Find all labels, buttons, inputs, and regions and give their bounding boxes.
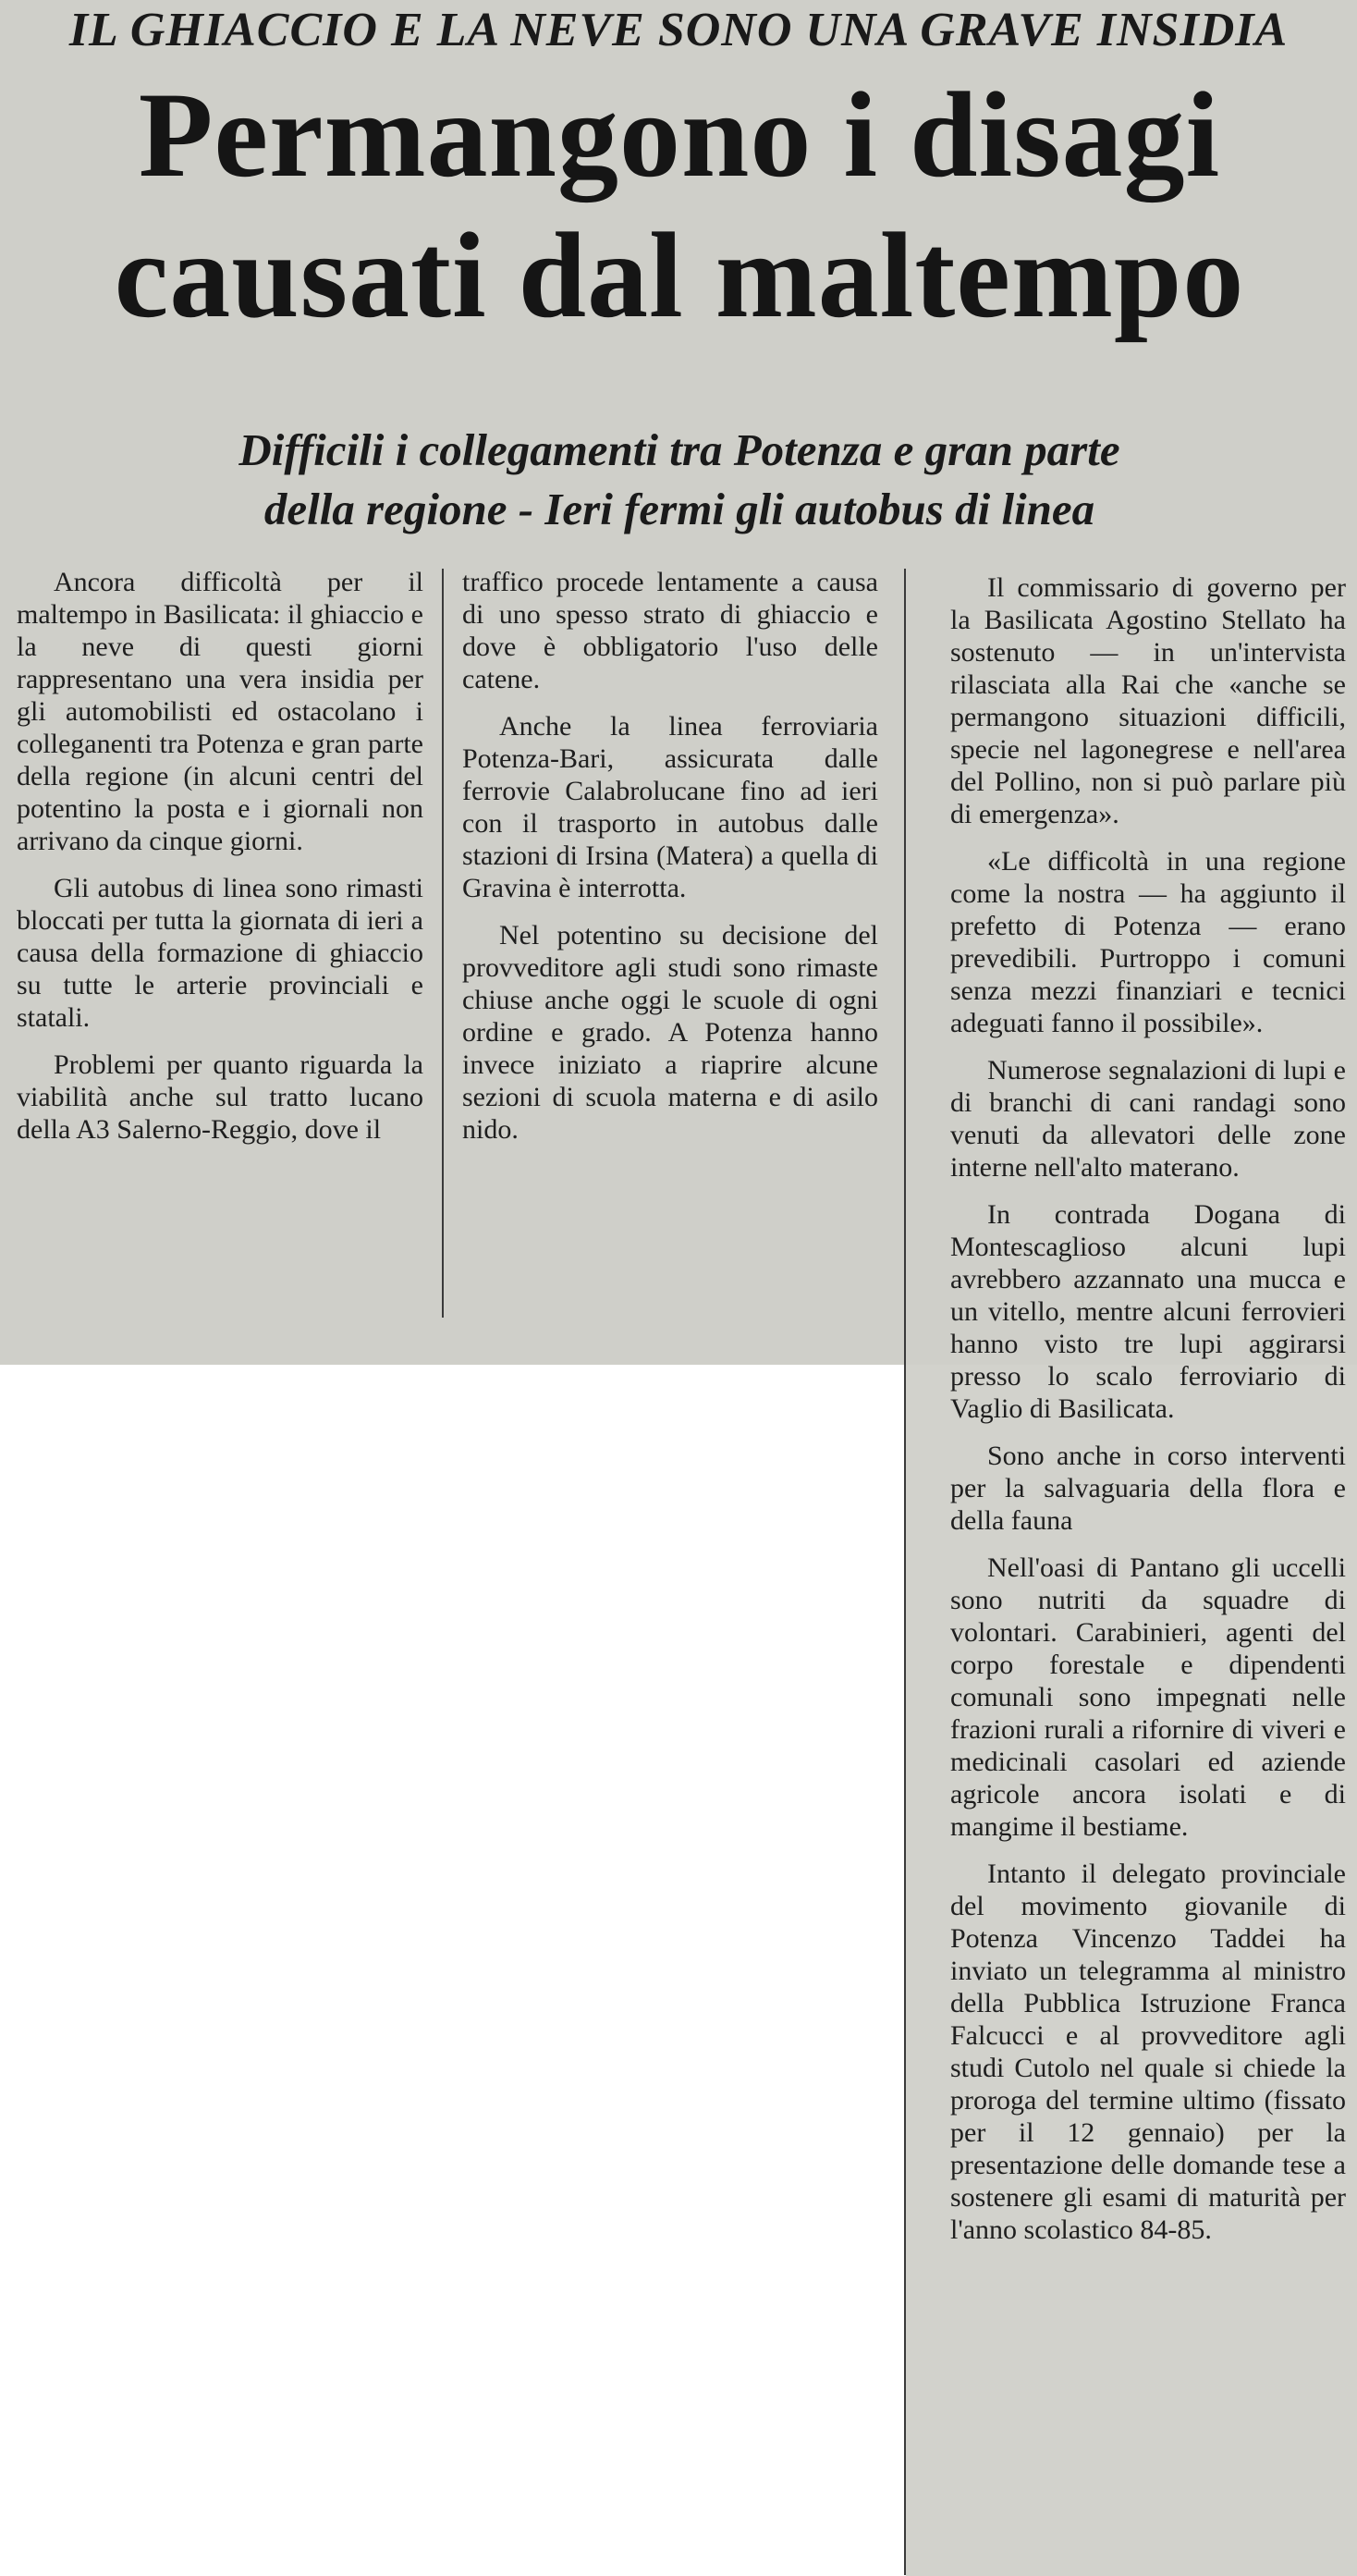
article-column-3 xyxy=(950,571,1346,2261)
article-headline xyxy=(18,65,1340,346)
subhead-line-1: Difficili i collegamenti tra Potenza e gran parte xyxy=(238,424,1120,475)
paragraph: Il commissario di governo per la Basilicata Agostino Stellato ha sostenuto — in un'intervista rilasciata alla Rai che «anche se permangono situazioni difficili, specie nel lagonegrese e nell'area del Pollino, non si può parlare più di emergenza». xyxy=(950,572,1346,829)
paragraph: In contrada Dogana di Montescaglioso alcuni lupi avrebbero azzannato una mucca e un vitello, mentre alcuni ferrovieri hanno visto tre lupi aggirarsi presso lo scalo ferroviario di Vaglio di Basilicata. xyxy=(950,1199,1346,1424)
article-column-2 xyxy=(462,566,878,1160)
paragraph: Nell'oasi di Pantano gli uccelli sono nutriti da squadre di volontari. Carabinieri, agenti del corpo forestale e dipendenti comunali sono impegnati nelle frazioni rurali a rifornire di viveri e medicinali casolari ed aziende agricole ancora isolati e di mangime il bestiame. xyxy=(950,1552,1346,1842)
paragraph: Intanto il delegato provinciale del movimento giovanile di Potenza Vincenzo Taddei ha inviato un telegramma al ministro della Pubblica Istruzione Franca Falcucci e al provveditore agli studi Cutolo nel quale si chiede la proroga del termine ultimo (fissato per il 12 gennaio) per la presentazione delle domande tese a sostenere gli esami di maturità per l'anno scolastico 84-85. xyxy=(950,1858,1346,2245)
paragraph: traffico procede lentamente a causa di uno spesso strato di ghiaccio e dove è obbligatorio l'uso delle catene. xyxy=(462,567,878,694)
paragraph: Sono anche in corso interventi per la salvaguaria della flora e della fauna xyxy=(950,1441,1346,1536)
paragraph: Ancora difficoltà per il maltempo in Basilicata: il ghiaccio e la neve di questi giorni rappresentano una vera insidia per gli automobilisti ed ostacolano i colleganenti tra Potenza e gran parte della regione (in alcuni centri del potentino la posta e i giornali non arrivano da cinque giorni. xyxy=(17,567,423,856)
column-divider-1 xyxy=(442,569,444,1318)
paragraph: Problemi per quanto riguarda la viabilità anche sul tratto lucano della A3 Salerno-Reggio, dove il xyxy=(17,1049,423,1145)
article-subheadline xyxy=(18,421,1340,539)
headline-line-1: Permangono i disagi xyxy=(138,67,1221,202)
column-divider-2 xyxy=(904,569,906,2575)
paragraph: «Le difficoltà in una regione come la nostra — ha aggiunto il prefetto di Potenza — erano prevedibili. Purtroppo i comuni senza mezzi finanziari e tecnici adeguati fanno il possibile». xyxy=(950,846,1346,1038)
paragraph: Anche la linea ferroviaria Potenza-Bari, assicurata dalle ferrovie Calabrolucane fino ad ieri con il trasporto in autobus dalle stazioni di Irsina (Matera) a quella di Gravina è interrotta. xyxy=(462,711,878,903)
article-column-1 xyxy=(17,566,423,1160)
paragraph: Numerose segnalazioni di lupi e di branchi di cani randagi sono venuti da allevatori delle zone interne nell'alto materano. xyxy=(950,1055,1346,1183)
subhead-line-2: della regione - Ieri fermi gli autobus di linea xyxy=(263,484,1095,534)
paragraph: Nel potentino su decisione del provveditore agli studi sono rimaste chiuse anche oggi le scuole di ogni ordine e grado. A Potenza hanno invece iniziato a riaprire alcune sezioni di scuola materna e di asilo nido. xyxy=(462,920,878,1145)
article-kicker: IL GHIACCIO E LA NEVE SONO UNA GRAVE INSIDIA xyxy=(68,4,1289,56)
paragraph: Gli autobus di linea sono rimasti bloccati per tutta la giornata di ieri a causa della formazione di ghiaccio su tutte le arterie provinciali e statali. xyxy=(17,873,423,1033)
headline-line-2: causati dal maltempo xyxy=(114,207,1245,343)
